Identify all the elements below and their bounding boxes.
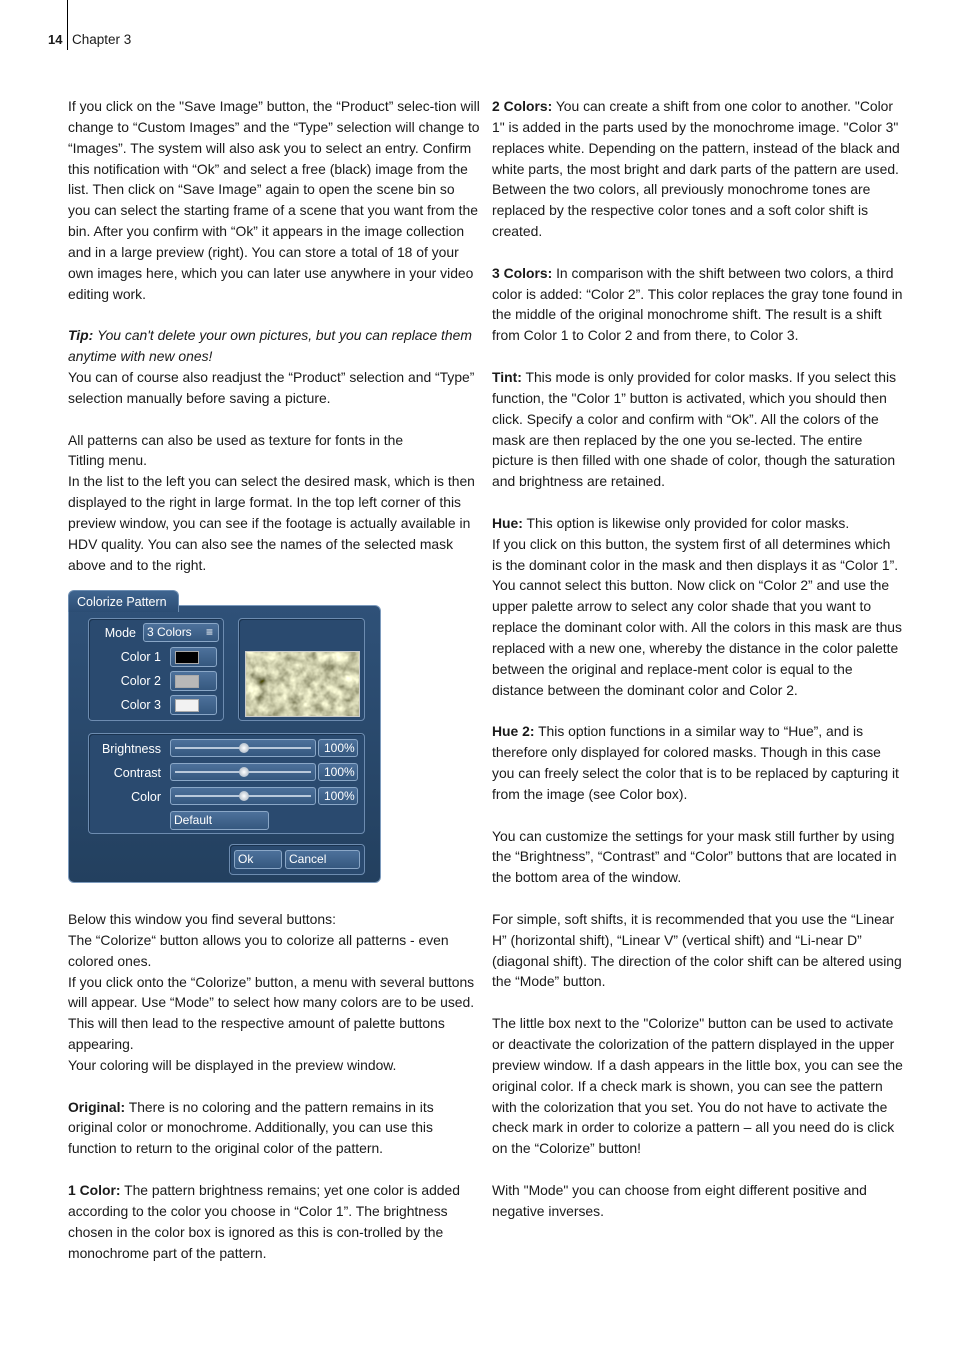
color3-button[interactable] <box>170 695 217 715</box>
one-color-text: The pattern brightness remains; yet one color is added according to the color you choose in “Color 1”. The brightness chosen in the color box is ignored as this is con-trolled by the monochrome part of the pattern. <box>68 1181 460 1261</box>
paragraph-buttons: Below this window you find several buttons: <box>68 911 336 927</box>
brightness-value: 100% <box>318 739 358 757</box>
marble-texture <box>246 652 360 717</box>
paragraph-tint <box>492 367 904 492</box>
contrast-slider[interactable] <box>170 763 316 781</box>
paragraph-texture: All patterns can also be used as texture for fonts in the Titling menu. <box>68 431 404 469</box>
color-value: 100% <box>318 787 358 805</box>
ok-button[interactable]: Ok <box>234 850 282 869</box>
color1-label: Color 1 <box>120 650 161 664</box>
color-knob[interactable] <box>239 791 249 801</box>
tip-paragraph <box>68 325 480 367</box>
brightness-label: Brightness <box>101 742 161 756</box>
color1-button[interactable] <box>170 647 217 667</box>
contrast-value: 100% <box>318 763 358 781</box>
paragraph-save-image: If you click on the "Save Image” button, the “Product” selec-tion will change to “Custom Images” and the “Type” selection will change to “Images”. The system will also ask you to select an entry. Confirm this notification with “Ok” and select a free (black) image from the list. Then click on “Save Image” again to open the scene bin so you can select the starting frame of a scene that you want from the bin. After you confirm with “Ok” it appears in the image collection and in a large preview (right). You can store a total of 18 of your own images here, which you can later use anywhere in your video editing work. <box>68 98 480 302</box>
left-column-lower <box>68 909 480 1263</box>
tip-label: Tip: <box>68 327 94 344</box>
paragraph-list: In the list to the left you can select the desired mask, which is then displayed to the right in large format. In the top left corner of this preview window, you can see if the footage is actually available in HDV quality. You can also see the names of the selected mask above and to the right. <box>68 473 475 573</box>
paragraph-colorize: The “Colorize“ button allows you to colorize all patterns - even colored ones. <box>68 931 449 969</box>
adjustments-panel <box>88 733 365 834</box>
dialog-title-tab: Colorize Pattern <box>68 590 179 612</box>
header-rule <box>67 0 68 50</box>
colorize-pattern-dialog <box>68 590 381 883</box>
tint-label: Tint: <box>492 368 522 385</box>
paragraph-little-box: The little box next to the "Colorize" button can be used to activate or deactivate the colorization of the pattern displayed in the upper preview window. If a dash appears in the little box, you can see the original color. If a check mark is shown, you can see the pattern with the colorization that you set. You do not have to activate the check mark in order to colorize a pattern – all you need do is click on the “Colorize” button! <box>492 1015 903 1157</box>
three-colors-text: In comparison with the shift between two colors, a third color is added: “Color 2”. This color replaces the gray tone found in the middle of the original monochrome shift. The result is a shift from Color 1 to Color 2 and from there, to Color 3. <box>492 264 903 344</box>
paragraph-customize: You can customize the settings for your mask still further by using the “Brightness”, “Contrast” and “Color” buttons that are located in the bottom area of the window. <box>492 827 897 886</box>
one-color-label: 1 Color: <box>68 1181 121 1198</box>
color3-swatch <box>175 699 199 712</box>
default-button[interactable]: Default <box>170 811 269 830</box>
color2-label: Color 2 <box>120 674 161 688</box>
color2-swatch <box>175 675 199 688</box>
color2-button[interactable] <box>170 671 217 691</box>
paragraph-two-colors <box>492 96 904 242</box>
page-number: 14 <box>48 32 63 47</box>
paragraph-hue <box>492 513 904 534</box>
mode-panel <box>88 618 224 721</box>
hue2-label: Hue 2: <box>492 723 535 740</box>
paragraph-readjust: You can of course also readjust the “Product” selection and “Type” selection manually before saving a picture. <box>68 368 475 406</box>
hue-text: This option is likewise only provided for color masks. <box>526 514 850 531</box>
color-label: Color <box>131 790 161 804</box>
paragraph-hue2 <box>492 721 904 804</box>
pattern-preview-image <box>245 651 360 717</box>
confirm-panel <box>229 844 365 875</box>
dialog-body <box>68 605 381 883</box>
paragraph-hue-detail: If you click on this button, the system first of all determines which is the dominant color in the mask and then displays it as “Color 1”. You cannot select this button. Now click on “Color 2” and use the upper palette arrow to select any color shade that you want to replace the dominant color with. All the colors in this mask are thus replaced with a new one, whereby the distance in the color palette between the original and replace-ment color is equal to the distance between the dominant color and Color 2. <box>492 535 902 698</box>
three-colors-label: 3 Colors: <box>492 264 553 281</box>
paragraph-one-color <box>68 1180 480 1263</box>
paragraph-mode: With "Mode" you can choose from eight different positive and negative inverses. <box>492 1181 867 1219</box>
paragraph-shifts: For simple, soft shifts, it is recommended that you use the “Linear H” (horizontal shift), “Linear V” (vertical shift) and “Li-near D” (diagonal shift). The direction of the color shift can be altered using the “Mode” button. <box>492 910 902 990</box>
tint-text: This mode is only provided for color masks. If you select this function, the "Color 1” button is activated, which you should then click. Specify a color and confirm with “Ok”. All the colors of the mask are then replaced by the one you se-lected. The entire picture is then filled with one shade of color, though the saturation and brightness are retained. <box>492 368 897 490</box>
color3-label: Color 3 <box>120 698 161 712</box>
tip-text: You can't delete your own pictures, but you can replace them anytime with new ones! <box>68 327 472 365</box>
contrast-knob[interactable] <box>239 767 249 777</box>
mode-select[interactable] <box>143 623 219 642</box>
mode-label: Mode <box>104 626 136 640</box>
paragraph-colorize-menu: If you click onto the “Colorize” button, a menu with several buttons will appear. Use “Mode” to select how many colors are to be used. This will then lead to the respective amount of palette buttons appearing. <box>68 973 475 1053</box>
brightness-slider[interactable] <box>170 739 316 757</box>
color-slider[interactable] <box>170 787 316 805</box>
paragraph-three-colors <box>492 263 904 346</box>
hue-label: Hue: <box>492 514 523 531</box>
hue2-text: This option functions in a similar way to “Hue”, and is therefore only displayed for colored masks. Though in this case you can freely select the color that is to be replaced by capturing it from the image (see Color box). <box>492 723 899 802</box>
original-label: Original: <box>68 1098 126 1115</box>
chapter-title: Chapter 3 <box>72 32 132 47</box>
two-colors-text: You can create a shift from one color to another. "Color 1" is added in the parts used by the monochrome image. "Color 3" replaces white. Depending on the pattern, instead of the black and white parts, the most bright and dark parts of the pattern are used. Between the two colors, all previously monochrome tones are replaced by the respective color tones and a soft color shift is created. <box>492 98 900 240</box>
cancel-button[interactable]: Cancel <box>285 850 360 869</box>
contrast-label: Contrast <box>113 766 161 780</box>
brightness-knob[interactable] <box>239 743 249 753</box>
mode-value: 3 Colors <box>147 625 192 639</box>
original-text: There is no coloring and the pattern remains in its original color or monochrome. Additionally, you can use this function to return to the original color of the pattern. <box>68 1098 434 1157</box>
paragraph-coloring: Your coloring will be displayed in the preview window. <box>68 1056 397 1073</box>
menu-icon: ≡ <box>205 625 213 639</box>
color1-swatch <box>175 651 199 664</box>
paragraph-original <box>68 1097 480 1160</box>
left-column-upper <box>68 96 480 575</box>
right-column <box>492 96 904 1222</box>
two-colors-label: 2 Colors: <box>492 98 553 114</box>
